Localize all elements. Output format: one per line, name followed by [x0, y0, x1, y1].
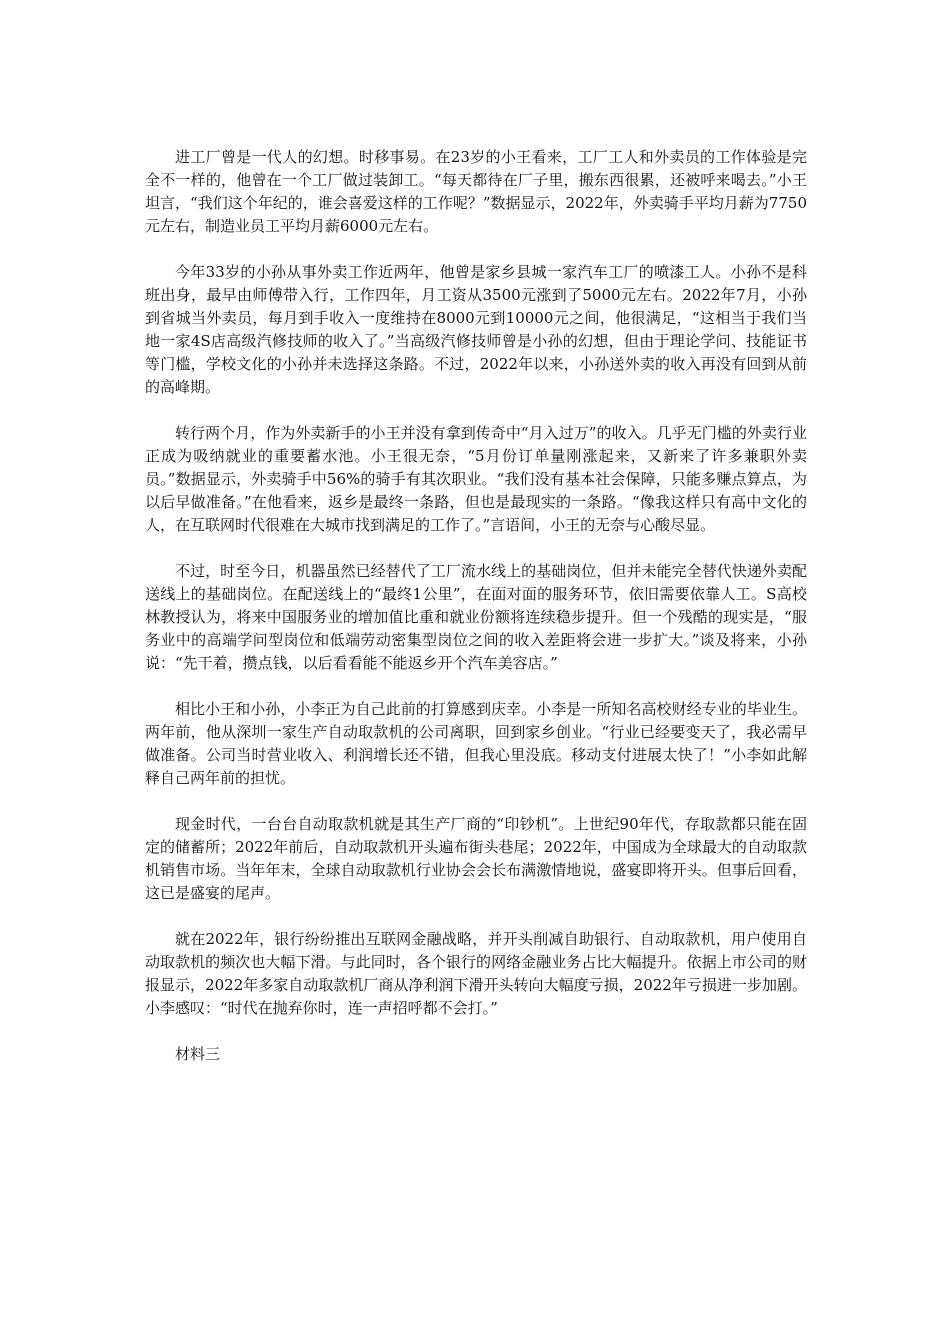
- paragraph-1: 进工厂曾是一代人的幻想。时移事易。在23岁的小王看来，工厂工人和外卖员的工作体验是完全不一样的，他曾在一个工厂做过装卸工。“每天都待在厂子里，搬东西很累，还被呼来喝去。”小王坦言，“我们这个年纪的，谁会喜爱这样的工作呢？”数据显示，2022年，外卖骑手平均月薪为7750元左右，制造业员工平均月薪6000元左右。: [145, 148, 807, 235]
- paragraph-5: 相比小王和小孙，小李正为自己此前的打算感到庆幸。小李是一所知名高校财经专业的毕业生。两年前，他从深圳一家生产自动取款机的公司离职，回到家乡创业。“行业已经要变天了，我必需早做准备。公司当时营业收入、利润增长还不错，但我心里没底。移动支付进展太快了！”小李如此解释自己两年前的担忧。: [145, 700, 807, 787]
- document-body: [145, 146, 807, 1066]
- paragraph-6: 现金时代，一台台自动取款机就是其生产厂商的“印钞机”。上世纪90年代，存取款都只能在固定的储蓄所；2022年前后，自动取款机开头遍布街头巷尾；2022年，中国成为全球最大的自动取款机销售市场。当年年末，全球自动取款机行业协会会长布满激情地说，盛宴即将开头。但事后回看，这已是盛宴的尾声。: [145, 815, 807, 902]
- section-heading: 材料三: [175, 1045, 221, 1063]
- paragraph-2: 今年33岁的小孙从事外卖工作近两年，他曾是家乡县城一家汽车工厂的喷漆工人。小孙不是科班出身，最早由师傅带入行，工作四年，月工资从3500元涨到了5000元左右。2022年7月，小孙到省城当外卖员，每月到手收入一度维持在8000元到10000元之间，他很满足，“这相当于我们当地一家4S店高级汽修技师的收入了。”当高级汽修技师曾是小孙的幻想，但由于理论学问、技能证书等门槛，学校文化的小孙并未选择这条路。不过，2022年以来，小孙送外卖的收入再没有回到从前的高峰期。: [145, 263, 807, 396]
- paragraph-3: 转行两个月，作为外卖新手的小王并没有拿到传奇中“月入过万”的收入。几乎无门槛的外卖行业正成为吸纳就业的重要蓄水池。小王很无奈，“5月份订单量刚涨起来，又新来了许多兼职外卖员。”数据显示，外卖骑手中56%的骑手有其次职业。“我们没有基本社会保障，只能多赚点算点，为以后早做准备。”在他看来，返乡是最终一条路，但也是最现实的一条路。“像我这样只有高中文化的人，在互联网时代很难在大城市找到满足的工作了。”言语间，小王的无奈与心酸尽显。: [145, 424, 807, 534]
- paragraph-4: 不过，时至今日，机器虽然已经替代了工厂流水线上的基础岗位，但并未能完全替代快递外卖配送线上的基础岗位。在配送线上的“最终1公里”，在面对面的服务环节，依旧需要依靠人工。S高校林教授认为，将来中国服务业的增加值比重和就业份额将连续稳步提升。但一个残酷的现实是，“服务业中的高端学问型岗位和低端劳动密集型岗位之间的收入差距将会进一步扩大。”谈及将来，小孙说：“先干着，攒点钱，以后看看能不能返乡开个汽车美容店。”: [145, 562, 807, 672]
- paragraph-7: 就在2022年，银行纷纷推出互联网金融战略，并开头削减自助银行、自动取款机，用户使用自动取款机的频次也大幅下滑。与此同时，各个银行的网络金融业务占比大幅提升。依据上市公司的财报显示，2022年多家自动取款机厂商从净利润下滑开头转向大幅度亏损，2022年亏损进一步加剧。小李感叹：“时代在抛弃你时，连一声招呼都不会打。”: [145, 930, 807, 1017]
